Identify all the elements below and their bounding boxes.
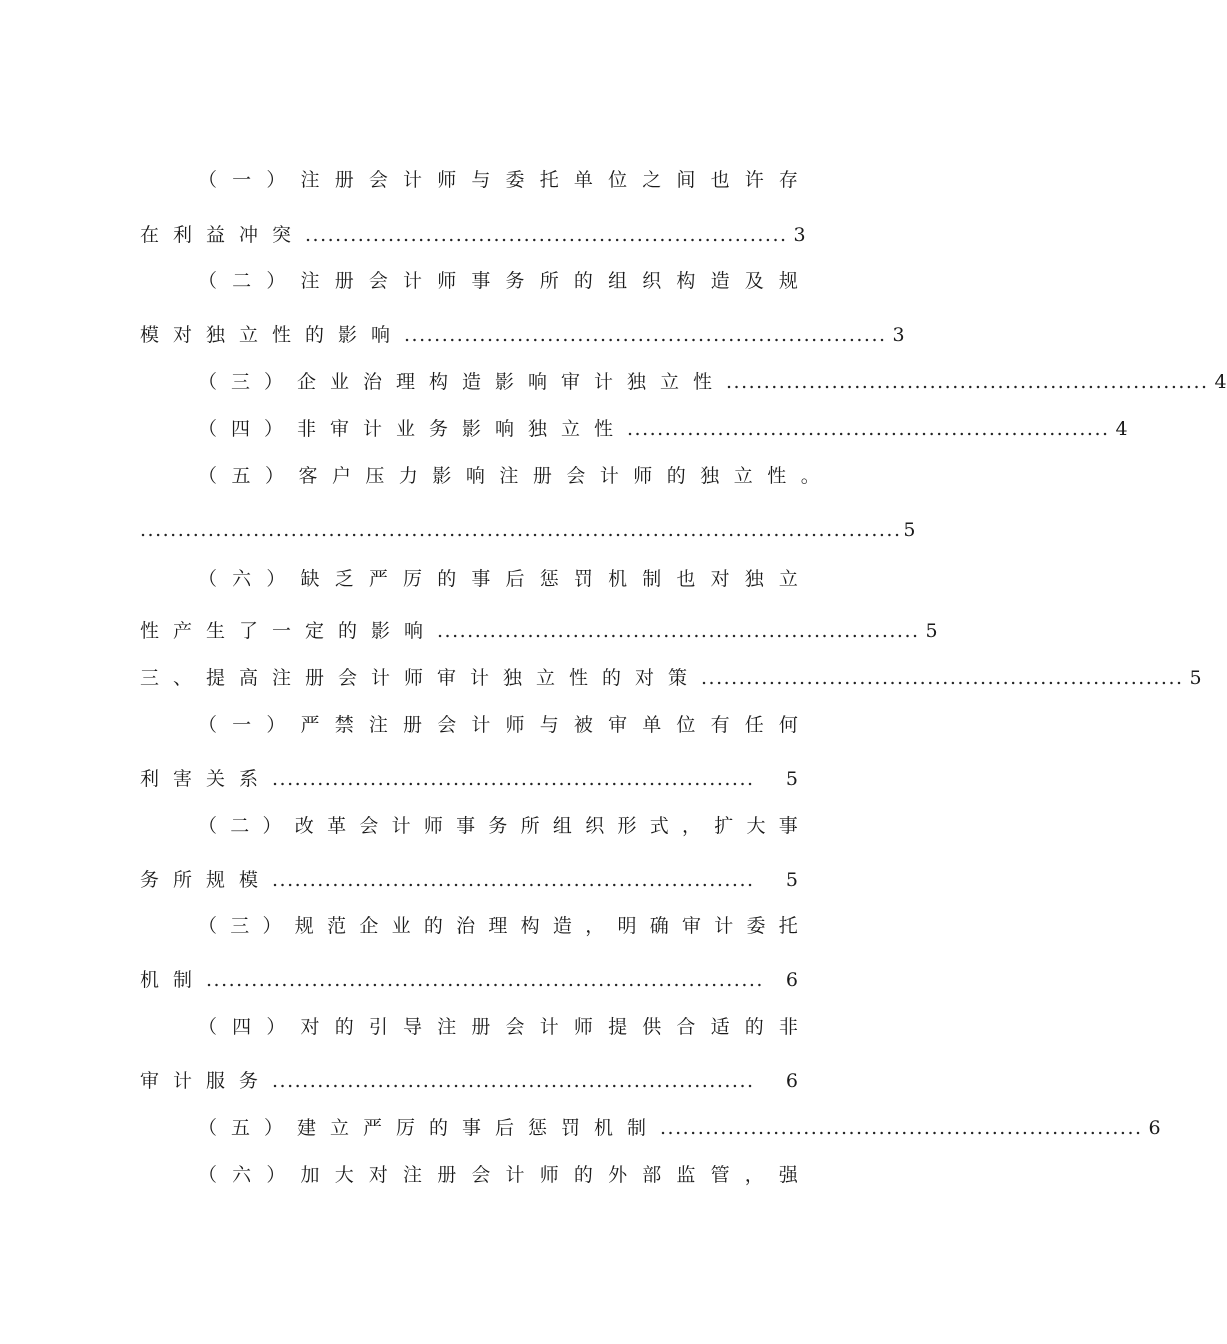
toc-char: 改 <box>294 815 314 837</box>
toc-char: 响 <box>465 465 485 487</box>
toc-char: 及 <box>744 270 764 292</box>
toc-page-number: 6 <box>785 969 798 991</box>
toc-leader-dots: ................................................................ <box>627 418 1110 440</box>
toc-char: 的 <box>666 465 686 487</box>
toc-char: 册 <box>532 465 552 487</box>
toc-char: 加 <box>300 1164 320 1186</box>
toc-char: 合 <box>676 1016 696 1038</box>
toc-char: 位 <box>608 169 628 191</box>
toc-char: 大 <box>746 815 766 837</box>
toc-entry-text: （四）非审计业务影响独立性 <box>198 418 628 440</box>
toc-page-number: 5 <box>1189 667 1202 689</box>
toc-leader-dots: ................................................................ <box>272 1070 755 1092</box>
toc-char: 压 <box>365 465 385 487</box>
toc-leader-dots: ................................................................ <box>272 768 755 790</box>
toc-char: 造 <box>552 915 572 937</box>
toc-char: 务 <box>505 270 525 292</box>
toc-char: 管 <box>710 1164 730 1186</box>
toc-char: 师 <box>633 465 653 487</box>
toc-entry-2-line-2 <box>140 321 905 349</box>
toc-char: 计 <box>471 714 491 736</box>
toc-entry-text: 务所规模 <box>140 869 273 891</box>
toc-char: 师 <box>437 270 457 292</box>
toc-char: 师 <box>437 169 457 191</box>
toc-entry-5-line-2 <box>140 516 916 544</box>
toc-char: 构 <box>520 915 540 937</box>
toc-char: 所 <box>539 270 559 292</box>
toc-char: 对 <box>710 568 730 590</box>
toc-char: 注 <box>437 1016 457 1038</box>
toc-char: 单 <box>642 714 662 736</box>
toc-char: 委 <box>746 915 766 937</box>
toc-char: 会 <box>368 169 388 191</box>
toc-page-number: 4 <box>1115 418 1128 440</box>
toc-char: 严 <box>368 568 388 590</box>
toc-char: ， <box>744 1164 764 1186</box>
toc-char: 册 <box>334 270 354 292</box>
toc-char: 户 <box>331 465 351 487</box>
toc-section-3-heading <box>140 664 1202 692</box>
toc-char: 二 <box>232 270 252 292</box>
toc-char: 事 <box>471 568 491 590</box>
toc-leader-dots: ................................................................ <box>437 620 920 642</box>
toc-entry-text: （三）企业治理构造影响审计独立性 <box>198 371 727 393</box>
toc-leader-dots: ..................................................................................................... <box>140 519 902 541</box>
toc-char: 也 <box>710 169 730 191</box>
toc-entry-8-line-2 <box>140 866 798 894</box>
toc-char: 一 <box>232 714 252 736</box>
toc-char: ） <box>266 270 286 292</box>
toc-char: 立 <box>733 465 753 487</box>
toc-char: 注 <box>300 270 320 292</box>
toc-char: 的 <box>423 915 443 937</box>
toc-entry-6-line-1 <box>198 565 798 593</box>
toc-char: 委 <box>505 169 525 191</box>
toc-char: （ <box>198 714 218 736</box>
toc-page-number: 5 <box>903 519 916 541</box>
toc-entry-text: 机制 <box>140 969 207 991</box>
toc-char: 企 <box>359 915 379 937</box>
toc-char: （ <box>198 815 218 837</box>
toc-entry-text: 三、提高注册会计师审计独立性的对策 <box>140 667 702 689</box>
toc-char: 理 <box>488 915 508 937</box>
toc-char: 计 <box>391 815 411 837</box>
toc-leader-dots: ................................................................ <box>660 1117 1143 1139</box>
toc-entry-1-line-1 <box>198 166 798 194</box>
toc-char: 部 <box>642 1164 662 1186</box>
toc-entry-2-line-1 <box>198 267 798 295</box>
toc-char: 明 <box>617 915 637 937</box>
toc-char: 的 <box>437 568 457 590</box>
toc-char: 惩 <box>539 568 559 590</box>
toc-char: 会 <box>359 815 379 837</box>
toc-char: 。 <box>800 465 820 487</box>
toc-char: 严 <box>300 714 320 736</box>
toc-entry-3 <box>198 368 1227 396</box>
toc-char: 托 <box>778 915 798 937</box>
toc-char: 会 <box>566 465 586 487</box>
toc-char: 组 <box>608 270 628 292</box>
toc-char: 的 <box>573 270 593 292</box>
toc-char: 的 <box>573 1164 593 1186</box>
toc-char: 会 <box>368 270 388 292</box>
toc-char: 计 <box>403 169 423 191</box>
toc-entry-text: 性产生了一定的影响 <box>140 620 438 642</box>
toc-char: 规 <box>294 915 314 937</box>
toc-char: 革 <box>327 815 347 837</box>
toc-char: （ <box>198 1016 218 1038</box>
toc-char: 审 <box>681 915 701 937</box>
toc-char: 托 <box>539 169 559 191</box>
toc-char: 造 <box>710 270 730 292</box>
toc-char: 外 <box>608 1164 628 1186</box>
toc-char: 适 <box>710 1016 730 1038</box>
toc-char: 的 <box>334 1016 354 1038</box>
toc-char: 册 <box>334 169 354 191</box>
toc-leader-dots: ................................................................ <box>404 324 887 346</box>
toc-char: ） <box>266 1164 286 1186</box>
toc-char: （ <box>198 465 218 487</box>
toc-char: 厉 <box>403 568 423 590</box>
toc-char: 缺 <box>300 568 320 590</box>
toc-leader-dots: ................................................................ <box>272 869 755 891</box>
toc-char: 对 <box>300 1016 320 1038</box>
toc-char: 之 <box>642 169 662 191</box>
toc-char: 立 <box>778 568 798 590</box>
toc-char: ） <box>264 465 284 487</box>
toc-char: 会 <box>471 1164 491 1186</box>
toc-leader-dots: .......................................................................... <box>206 969 764 991</box>
toc-char: （ <box>198 1164 218 1186</box>
toc-char: 册 <box>471 1016 491 1038</box>
toc-char: 审 <box>608 714 628 736</box>
toc-char: 规 <box>778 270 798 292</box>
toc-char: 计 <box>599 465 619 487</box>
toc-char: 也 <box>676 568 696 590</box>
toc-char: 独 <box>700 465 720 487</box>
toc-char: （ <box>198 169 218 191</box>
toc-entry-7-line-2 <box>140 765 798 793</box>
toc-char: 对 <box>368 1164 388 1186</box>
toc-char: ， <box>681 815 701 837</box>
toc-char: （ <box>198 270 218 292</box>
toc-char: 存 <box>778 169 798 191</box>
toc-char: ） <box>266 1016 286 1038</box>
toc-char: 册 <box>437 1164 457 1186</box>
toc-entry-9-line-2 <box>140 966 798 994</box>
toc-char: 一 <box>232 169 252 191</box>
toc-char: 扩 <box>714 815 734 837</box>
toc-char: 大 <box>334 1164 354 1186</box>
toc-entry-4 <box>198 415 1128 443</box>
toc-char: 五 <box>231 465 251 487</box>
toc-entry-10-line-2 <box>140 1067 798 1095</box>
toc-char: ） <box>266 169 286 191</box>
toc-char: 影 <box>432 465 452 487</box>
toc-char: 师 <box>539 1164 559 1186</box>
toc-char: 计 <box>714 915 734 937</box>
toc-char: 禁 <box>334 714 354 736</box>
toc-page-number: 6 <box>785 1070 798 1092</box>
toc-page-number: 3 <box>892 324 905 346</box>
toc-entry-10-line-1 <box>198 1013 798 1041</box>
toc-page-number: 5 <box>785 869 798 891</box>
toc-char: 性 <box>767 465 787 487</box>
toc-entry-5-line-1 <box>198 462 820 490</box>
toc-char: 业 <box>391 915 411 937</box>
toc-page-number: 4 <box>1214 371 1227 393</box>
toc-char: 事 <box>778 815 798 837</box>
toc-page-number: 3 <box>793 224 806 246</box>
toc-char: 单 <box>573 169 593 191</box>
toc-char: 强 <box>778 1164 798 1186</box>
toc-char: 师 <box>423 815 443 837</box>
toc-char: 客 <box>298 465 318 487</box>
toc-char: 制 <box>642 568 662 590</box>
toc-char: 注 <box>368 714 388 736</box>
toc-char: 独 <box>744 568 764 590</box>
toc-char: 注 <box>403 1164 423 1186</box>
toc-char: 组 <box>552 815 572 837</box>
toc-char: 二 <box>230 815 250 837</box>
toc-char: 务 <box>488 815 508 837</box>
toc-entry-1-line-2 <box>140 221 806 249</box>
toc-entry-text: 模对独立性的影响 <box>140 324 405 346</box>
toc-char: 师 <box>505 714 525 736</box>
toc-char: 机 <box>608 568 628 590</box>
toc-char: 与 <box>539 714 559 736</box>
toc-char: ） <box>266 568 286 590</box>
toc-char: 位 <box>676 714 696 736</box>
toc-leader-dots: ................................................................ <box>305 224 788 246</box>
toc-entry-7-line-1 <box>198 711 798 739</box>
toc-char: 册 <box>403 714 423 736</box>
toc-char: 后 <box>505 568 525 590</box>
toc-char: 乏 <box>334 568 354 590</box>
toc-entry-9-line-1 <box>198 912 798 940</box>
toc-char: 所 <box>520 815 540 837</box>
toc-entry-text: 利害关系 <box>140 768 273 790</box>
toc-entry-text: （五）建立严厉的事后惩罚机制 <box>198 1117 661 1139</box>
toc-char: 计 <box>539 1016 559 1038</box>
toc-entry-6-line-2 <box>140 617 938 645</box>
toc-char: 六 <box>232 1164 252 1186</box>
toc-char: 的 <box>744 1016 764 1038</box>
toc-char: 范 <box>327 915 347 937</box>
toc-page-number: 5 <box>925 620 938 642</box>
toc-char: 提 <box>608 1016 628 1038</box>
toc-char: 间 <box>676 169 696 191</box>
toc-char: 非 <box>778 1016 798 1038</box>
toc-char: 被 <box>573 714 593 736</box>
toc-entry-8-line-1 <box>198 812 798 840</box>
toc-char: 三 <box>230 915 250 937</box>
toc-entry-text: 在利益冲突 <box>140 224 306 246</box>
toc-page-number: 6 <box>1148 1117 1161 1139</box>
toc-char: ） <box>266 714 286 736</box>
toc-char: 四 <box>232 1016 252 1038</box>
toc-char: 计 <box>505 1164 525 1186</box>
toc-char: 何 <box>778 714 798 736</box>
toc-char: 有 <box>710 714 730 736</box>
toc-page-number: 5 <box>785 768 798 790</box>
toc-char: 构 <box>676 270 696 292</box>
toc-char: 供 <box>642 1016 662 1038</box>
toc-char: 确 <box>649 915 669 937</box>
toc-char: （ <box>198 568 218 590</box>
toc-char: ） <box>262 815 282 837</box>
toc-entry-text: 审计服务 <box>140 1070 273 1092</box>
toc-char: 织 <box>642 270 662 292</box>
toc-char: 引 <box>368 1016 388 1038</box>
toc-char: 计 <box>403 270 423 292</box>
toc-char: 注 <box>300 169 320 191</box>
toc-leader-dots: ................................................................ <box>726 371 1209 393</box>
toc-char: 罚 <box>573 568 593 590</box>
toc-leader-dots: ................................................................ <box>701 667 1184 689</box>
toc-char: 力 <box>398 465 418 487</box>
toc-char: 会 <box>505 1016 525 1038</box>
toc-char: 与 <box>471 169 491 191</box>
toc-char: 形 <box>617 815 637 837</box>
toc-char: 六 <box>232 568 252 590</box>
toc-char: 任 <box>744 714 764 736</box>
toc-char: 事 <box>456 815 476 837</box>
toc-entry-12-line-1 <box>198 1161 798 1189</box>
toc-char: 师 <box>573 1016 593 1038</box>
toc-char: （ <box>198 915 218 937</box>
toc-char: ， <box>585 915 605 937</box>
toc-char: 监 <box>676 1164 696 1186</box>
toc-entry-11 <box>198 1114 1161 1142</box>
toc-char: 治 <box>456 915 476 937</box>
toc-char: 许 <box>744 169 764 191</box>
toc-char: 会 <box>437 714 457 736</box>
toc-char: 织 <box>585 815 605 837</box>
toc-char: 注 <box>499 465 519 487</box>
toc-char: 事 <box>471 270 491 292</box>
toc-char: ） <box>262 915 282 937</box>
toc-char: 式 <box>649 815 669 837</box>
toc-char: 导 <box>403 1016 423 1038</box>
